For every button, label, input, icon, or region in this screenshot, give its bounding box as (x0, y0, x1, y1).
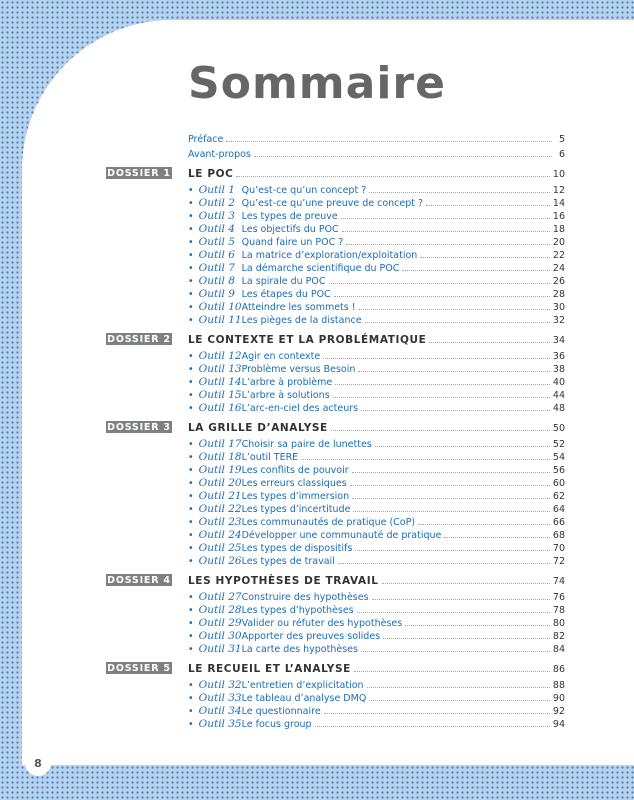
toc-entry-tool[interactable] (188, 222, 565, 235)
tool-page: 92 (552, 706, 565, 717)
dot-leader (358, 371, 549, 372)
dot-leader (354, 671, 550, 672)
toc-entry-tool[interactable] (188, 362, 565, 375)
tool-page: 88 (552, 680, 565, 691)
tool-number: Outil 32 (198, 679, 242, 691)
tool-number: Outil 24 (198, 529, 242, 541)
tool-page: 62 (552, 491, 565, 502)
dot-leader (420, 257, 550, 258)
bullet-icon: • (188, 351, 194, 362)
dossier-heading-page: 74 (552, 576, 565, 587)
dot-leader (365, 322, 550, 323)
toc-entry-tool[interactable] (188, 476, 565, 489)
tool-label: Les communautés de pratique (CoP) (241, 517, 416, 528)
tool-page: 94 (552, 719, 565, 730)
tool-number: Outil 6 (198, 249, 235, 261)
dot-leader (352, 498, 550, 499)
bullet-icon: • (188, 377, 194, 388)
tool-label: Quand faire un POC ? (241, 237, 344, 248)
tool-label: Les types de preuve (241, 211, 338, 222)
toc-entry-tool[interactable] (188, 704, 565, 717)
dot-leader (346, 244, 550, 245)
tool-page: 80 (552, 618, 565, 629)
toc-entry-tool[interactable] (188, 196, 565, 209)
tool-label: Atteindre les sommets ! (241, 302, 356, 313)
bullet-icon: • (188, 198, 194, 209)
dossier-heading-label: LE CONTEXTE ET LA PROBLÉMATIQUE (188, 334, 427, 346)
bullet-icon: • (188, 465, 194, 476)
tool-label: La carte des hypothèses (241, 644, 358, 655)
tool-page: 40 (552, 377, 565, 388)
dossier-tag: DOSSIER 4 (107, 574, 171, 586)
toc-entry-tool[interactable] (188, 642, 565, 655)
tool-number: Outil 21 (198, 490, 242, 502)
tool-label: Problème versus Besoin (241, 364, 356, 375)
toc-entry-intro[interactable] (188, 147, 565, 160)
dot-leader (226, 141, 552, 142)
toc-entry-tool[interactable] (188, 717, 565, 730)
tool-number: Outil 33 (198, 692, 242, 704)
toc-entry-label: Avant-propos (188, 149, 251, 160)
tool-label: Développer une communauté de pratique (241, 530, 442, 541)
bullet-icon: • (188, 543, 194, 554)
dot-leader (301, 459, 550, 460)
toc-entry-tool[interactable] (188, 261, 565, 274)
bullet-icon: • (188, 364, 194, 375)
tool-label: Le focus group (241, 719, 312, 730)
dossier-heading-page: 10 (552, 169, 565, 180)
tool-page: 60 (552, 478, 565, 489)
tool-label: Les erreurs classiques (241, 478, 347, 489)
dot-leader (341, 218, 550, 219)
dot-leader (429, 342, 549, 343)
dot-leader (355, 550, 550, 551)
tool-page: 32 (552, 315, 565, 326)
dot-leader (369, 700, 550, 701)
tool-number: Outil 9 (198, 288, 235, 300)
dot-leader (418, 524, 550, 525)
tool-page: 54 (552, 452, 565, 463)
tool-page: 24 (552, 263, 565, 274)
tool-number: Outil 7 (198, 262, 235, 274)
dot-leader (315, 726, 550, 727)
bullet-icon: • (188, 618, 194, 629)
tool-page: 84 (552, 644, 565, 655)
bullet-icon: • (188, 517, 194, 528)
toc-entry-tool[interactable] (188, 489, 565, 502)
bullet-icon: • (188, 644, 194, 655)
tool-page: 16 (552, 211, 565, 222)
dot-leader (444, 537, 550, 538)
dot-leader (383, 638, 550, 639)
dot-leader (372, 599, 550, 600)
tool-number: Outil 17 (198, 438, 242, 450)
toc-entry-tool[interactable] (188, 235, 565, 248)
tool-number: Outil 35 (198, 718, 242, 730)
tool-number: Outil 27 (198, 591, 242, 603)
bullet-icon: • (188, 530, 194, 541)
bullet-icon: • (188, 504, 194, 515)
tool-label: Qu’est-ce qu’une preuve de concept ? (241, 198, 424, 209)
dot-leader (338, 563, 550, 564)
tool-page: 30 (552, 302, 565, 313)
tool-page: 14 (552, 198, 565, 209)
dot-leader (352, 472, 550, 473)
dot-leader (353, 511, 549, 512)
bullet-icon: • (188, 491, 194, 502)
bullet-icon: • (188, 185, 194, 196)
dossier-heading-page: 34 (552, 335, 565, 346)
bullet-icon: • (188, 693, 194, 704)
toc-entry-tool[interactable] (188, 248, 565, 261)
toc-entry-tool[interactable] (188, 183, 565, 196)
dot-leader (350, 485, 550, 486)
tool-number: Outil 18 (198, 451, 242, 463)
tool-number: Outil 30 (198, 630, 242, 642)
tool-page: 76 (552, 592, 565, 603)
tool-number: Outil 16 (198, 402, 242, 414)
dot-leader (426, 205, 550, 206)
tool-number: Outil 13 (198, 363, 242, 375)
toc-entry-tool[interactable] (188, 375, 565, 388)
dot-leader (359, 309, 550, 310)
dot-leader (254, 156, 552, 157)
tool-number: Outil 11 (198, 314, 242, 326)
tool-page: 64 (552, 504, 565, 515)
tool-number: Outil 34 (198, 705, 242, 717)
tool-label: Les types d’immersion (241, 491, 350, 502)
tool-label: L’outil TERE (241, 452, 299, 463)
toc-entry-label: Préface (188, 134, 224, 145)
toc-entry-tool[interactable] (188, 450, 565, 463)
tool-number: Outil 29 (198, 617, 242, 629)
tool-label: Les types de dispositifs (241, 543, 353, 554)
dossier-heading-page: 86 (552, 664, 565, 675)
tool-page: 82 (552, 631, 565, 642)
dot-leader (333, 397, 550, 398)
tool-page: 12 (552, 185, 565, 196)
bullet-icon: • (188, 478, 194, 489)
tool-label: L’arbre à solutions (241, 390, 330, 401)
tool-page: 38 (552, 364, 565, 375)
tool-number: Outil 15 (198, 389, 242, 401)
toc-entry-tool[interactable] (188, 603, 565, 616)
tool-label: Qu’est-ce qu’un concept ? (241, 185, 367, 196)
toc-entry-page: 5 (555, 134, 565, 145)
dot-leader (361, 410, 550, 411)
dossier-tag: DOSSIER 2 (107, 333, 171, 345)
tool-page: 26 (552, 276, 565, 287)
tool-label: Les étapes du POC (241, 289, 331, 300)
dot-leader (382, 583, 550, 584)
dot-leader (369, 192, 550, 193)
bullet-icon: • (188, 315, 194, 326)
bullet-icon: • (188, 631, 194, 642)
bullet-icon: • (188, 276, 194, 287)
tool-page: 90 (552, 693, 565, 704)
bullet-icon: • (188, 592, 194, 603)
tool-label: Les types d’incertitude (241, 504, 351, 515)
toc-entry-tool[interactable] (188, 401, 565, 414)
tool-page: 18 (552, 224, 565, 235)
tool-number: Outil 25 (198, 542, 242, 554)
dossier-heading[interactable] (188, 662, 565, 675)
bullet-icon: • (188, 211, 194, 222)
dot-leader (367, 687, 550, 688)
tool-label: La spirale du POC (241, 276, 326, 287)
dot-leader (335, 384, 550, 385)
tool-label: Le tableau d’analyse DMQ (241, 693, 367, 704)
tool-page: 28 (552, 289, 565, 300)
toc-entry-tool[interactable] (188, 515, 565, 528)
bullet-icon: • (188, 224, 194, 235)
tool-number: Outil 8 (198, 275, 235, 287)
toc-entry-tool[interactable] (188, 209, 565, 222)
tool-label: La démarche scientifique du POC (241, 263, 400, 274)
bullet-icon: • (188, 390, 194, 401)
tool-number: Outil 20 (198, 477, 242, 489)
toc-entry-tool[interactable] (188, 274, 565, 287)
tool-label: L’entretien d’explicitation (241, 680, 364, 691)
dot-leader (342, 231, 550, 232)
dot-leader (331, 430, 550, 431)
bullet-icon: • (188, 263, 194, 274)
dossier-tag: DOSSIER 3 (107, 421, 171, 433)
bullet-icon: • (188, 680, 194, 691)
tool-label: Les objectifs du POC (241, 224, 339, 235)
tool-label: Les types de travail (241, 556, 335, 567)
bullet-icon: • (188, 302, 194, 313)
toc-entry-tool[interactable] (188, 437, 565, 450)
tool-page: 20 (552, 237, 565, 248)
tool-page: 66 (552, 517, 565, 528)
dot-leader (361, 651, 550, 652)
bullet-icon: • (188, 706, 194, 717)
bullet-icon: • (188, 605, 194, 616)
bullet-icon: • (188, 439, 194, 450)
tool-label: Les pièges de la distance (241, 315, 362, 326)
page-number: 8 (25, 750, 51, 776)
tool-label: Valider ou réfuter des hypothèses (241, 618, 403, 629)
toc-entry-tool[interactable] (188, 349, 565, 362)
tool-label: La matrice d’exploration/exploitation (241, 250, 418, 261)
page-title: Sommaire (188, 58, 446, 109)
tool-page: 52 (552, 439, 565, 450)
toc-entry-tool[interactable] (188, 616, 565, 629)
tool-label: L’arc-en-ciel des acteurs (241, 403, 359, 414)
bullet-icon: • (188, 250, 194, 261)
tool-number: Outil 28 (198, 604, 242, 616)
dossier-heading-label: LE POC (188, 168, 234, 180)
toc-entry-tool[interactable] (188, 528, 565, 541)
tool-page: 44 (552, 390, 565, 401)
tool-number: Outil 26 (198, 555, 242, 567)
tool-number: Outil 3 (198, 210, 235, 222)
dot-leader (236, 176, 549, 177)
dot-leader (324, 713, 550, 714)
dot-leader (405, 625, 550, 626)
toc-entry-tool[interactable] (188, 300, 565, 313)
dossier-heading[interactable] (188, 333, 565, 346)
tool-number: Outil 12 (198, 350, 242, 362)
dossier-heading-page: 50 (552, 423, 565, 434)
bullet-icon: • (188, 403, 194, 414)
dot-leader (357, 612, 550, 613)
tool-label: Choisir sa paire de lunettes (241, 439, 372, 450)
tool-number: Outil 5 (198, 236, 235, 248)
dossier-heading[interactable] (188, 421, 565, 434)
tool-page: 48 (552, 403, 565, 414)
tool-page: 78 (552, 605, 565, 616)
dossier-heading[interactable] (188, 167, 565, 180)
tool-page: 70 (552, 543, 565, 554)
dossier-heading[interactable] (188, 574, 565, 587)
toc-entry-tool[interactable] (188, 388, 565, 401)
toc-entry-tool[interactable] (188, 590, 565, 603)
dossier-heading-label: LE RECUEIL ET L’ANALYSE (188, 663, 351, 675)
toc-entry-tool[interactable] (188, 678, 565, 691)
toc-entry-tool[interactable] (188, 313, 565, 326)
tool-label: Construire des hypothèses (241, 592, 369, 603)
toc-entry-tool[interactable] (188, 541, 565, 554)
toc-entry-page: 6 (555, 149, 565, 160)
toc-entry-tool[interactable] (188, 463, 565, 476)
tool-number: Outil 19 (198, 464, 242, 476)
bullet-icon: • (188, 237, 194, 248)
dossier-tag: DOSSIER 5 (107, 662, 171, 674)
tool-page: 36 (552, 351, 565, 362)
tool-number: Outil 22 (198, 503, 242, 515)
dossier-heading-label: LES HYPOTHÈSES DE TRAVAIL (188, 575, 379, 587)
dot-leader (402, 270, 550, 271)
toc-entry-tool[interactable] (188, 554, 565, 567)
dot-leader (334, 296, 550, 297)
toc-entry-tool[interactable] (188, 691, 565, 704)
tool-number: Outil 2 (198, 197, 235, 209)
tool-label: Les conflits de pouvoir (241, 465, 349, 476)
dot-leader (323, 358, 550, 359)
tool-label: Les types d’hypothèses (241, 605, 354, 616)
tool-page: 56 (552, 465, 565, 476)
tool-number: Outil 4 (198, 223, 235, 235)
tool-label: L’arbre à problème (241, 377, 333, 388)
toc-entry-tool[interactable] (188, 629, 565, 642)
tool-label: Le questionnaire (241, 706, 321, 717)
tool-number: Outil 23 (198, 516, 242, 528)
dossier-tag: DOSSIER 1 (107, 167, 171, 179)
tool-number: Outil 14 (198, 376, 242, 388)
bullet-icon: • (188, 452, 194, 463)
toc-entry-tool[interactable] (188, 287, 565, 300)
dot-leader (375, 446, 550, 447)
bullet-icon: • (188, 719, 194, 730)
tool-number: Outil 1 (198, 184, 235, 196)
tool-number: Outil 31 (198, 643, 242, 655)
dot-leader (329, 283, 550, 284)
tool-label: Apporter des preuves solides (241, 631, 381, 642)
tool-number: Outil 10 (198, 301, 242, 313)
bullet-icon: • (188, 289, 194, 300)
dossier-heading-label: LA GRILLE D’ANALYSE (188, 422, 328, 434)
bullet-icon: • (188, 556, 194, 567)
tool-page: 68 (552, 530, 565, 541)
toc-entry-intro[interactable] (188, 132, 565, 145)
tool-page: 22 (552, 250, 565, 261)
tool-page: 72 (552, 556, 565, 567)
tool-label: Agir en contexte (241, 351, 321, 362)
toc-entry-tool[interactable] (188, 502, 565, 515)
